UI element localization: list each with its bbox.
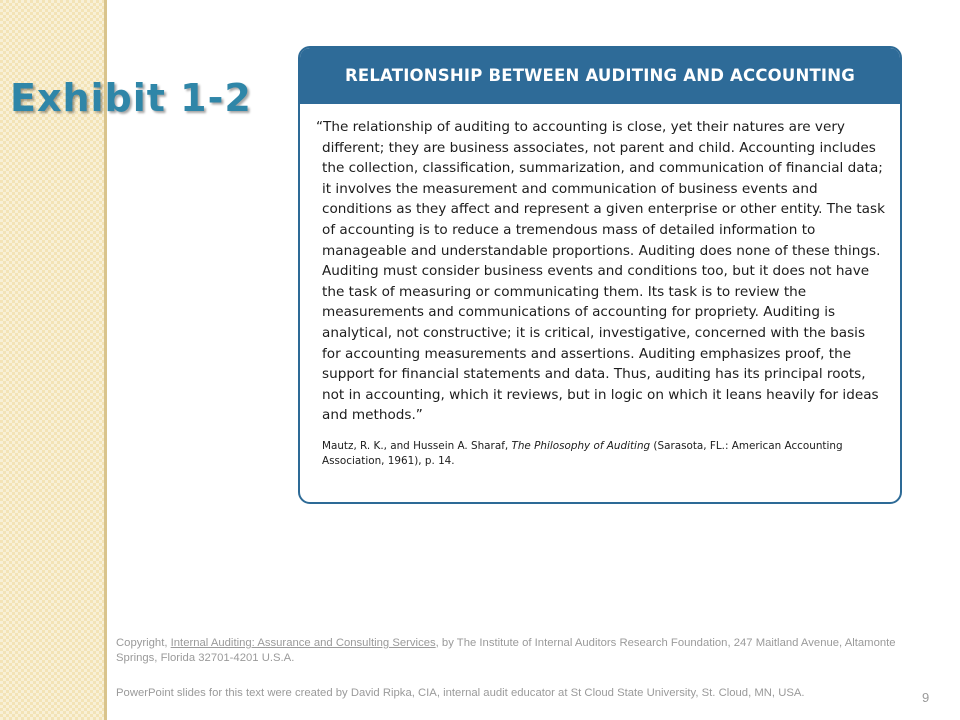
copyright-prefix: Copyright, (116, 637, 171, 649)
copyright-book-link[interactable]: Internal Auditing: Assurance and Consulting Services (170, 637, 436, 649)
slide-title: Exhibit 1-2 (10, 76, 252, 120)
exhibit-box (298, 46, 902, 504)
copyright-suffix: , by The Institute of Internal Auditors Research Foundation, 247 Maitland Avenue, Altamonte Springs, Florida 32701-4201 U.S.A. (116, 637, 896, 664)
citation-book-title: The Philosophy of Auditing (511, 439, 651, 452)
citation-details: (Sarasota, FL.: American Accounting Association, 1961), p. 14. (322, 439, 843, 468)
exhibit-heading: RELATIONSHIP BETWEEN AUDITING AND ACCOUNTING (300, 48, 900, 104)
exhibit-citation (322, 439, 886, 470)
exhibit-body (300, 104, 900, 470)
citation-authors: Mautz, R. K., and Hussein A. Sharaf, (322, 439, 512, 452)
slides-credit: PowerPoint slides for this text were created by David Ripka, CIA, internal audit educator at St Cloud State University, St. Cloud, MN, USA. (116, 687, 805, 699)
page-number: 9 (922, 690, 930, 705)
exhibit-quote: “The relationship of auditing to accounting is close, yet their natures are very different; they are business associates, not parent and child. Accounting includes the collection, classification, summarization, and communication of financial data; it involves the measurement and communication of business events and conditions as they affect and represent a given enterprise or other entity. The task of accounting is to reduce a tremendous mass of detailed information to manageable and understandable proportions. Auditing does none of these things. Auditing must consider business events and conditions too, but it does not have the task of measuring or communicating them. Its task is to review the measurements and communications of accounting for propriety. Auditing is analytical, not constructive; it is critical, investigative, concerned with the basis for accounting measurements and assertions. Auditing emphasizes proof, the support for financial statements and data. Thus, auditing has its principal roots, not in accounting, which it reviews, but in logic on which it leans heavily for ideas and methods.” (316, 119, 885, 424)
copyright-notice (116, 636, 906, 666)
